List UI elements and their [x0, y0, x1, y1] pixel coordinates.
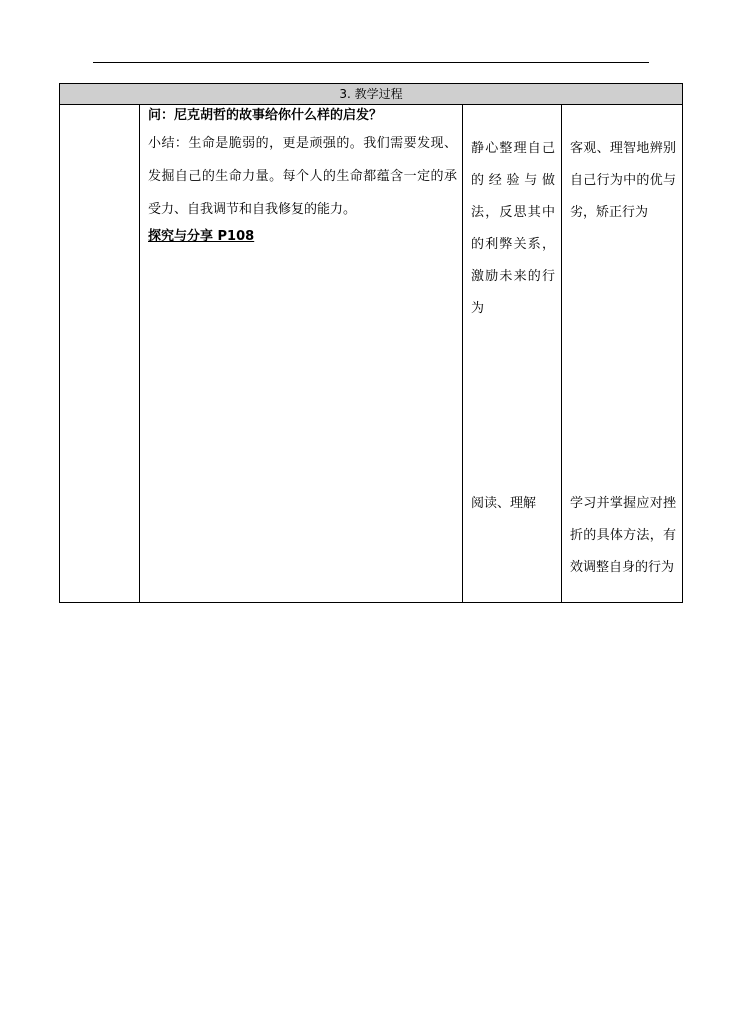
teaching-content-cell	[140, 105, 463, 603]
explore-link-text: 探究与分享 P108	[148, 229, 255, 244]
design-intent-block-1: 客观、理智地辨别自己行为中的优与劣，矫正行为	[570, 141, 677, 220]
left-empty-cell	[60, 105, 140, 603]
student-activity-block-1: 静心整理自己的经验与做法，反思其中的利弊关系，激励未来的行为	[471, 141, 555, 316]
section-title: 3. 教学过程	[60, 84, 683, 105]
lesson-table	[59, 83, 683, 603]
body-row	[60, 105, 683, 603]
design-intent-cell	[562, 105, 683, 603]
design-intent-block-2: 学习并掌握应对挫折的具体方法，有效调整自身的行为	[570, 496, 677, 575]
student-activity-block-2: 阅读、理解	[471, 496, 537, 511]
summary-text: 小结：生命是脆弱的，更是顽强的。我们需要发现、发掘自己的生命力量。每个人的生命都蕴含一定的承受力、自我调节和自我修复的能力。	[148, 136, 457, 217]
student-activity-cell	[463, 105, 562, 603]
title-row	[60, 84, 683, 105]
header-rule	[93, 62, 649, 63]
question-text: 问：尼克胡哲的故事给你什么样的启发？	[148, 108, 383, 123]
